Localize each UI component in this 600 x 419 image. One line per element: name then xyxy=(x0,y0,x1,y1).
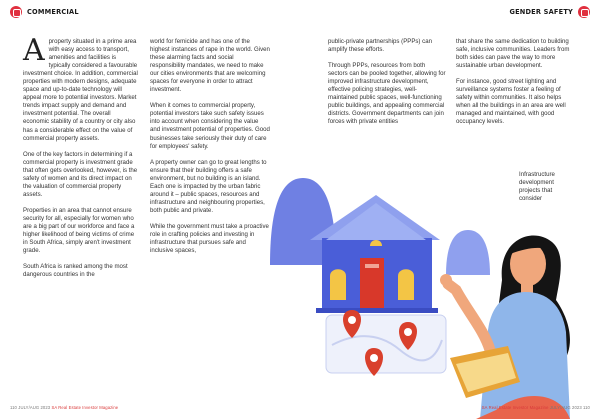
paragraph-text: property situated in a prime area with easy access to transport, amenities and facilities is typically considered a favourable investment choice. In addition, commercial properties with modern designs, adequate space and up-to-date technology will appeal more to potential investors. Market trends impact supply and demand and investment potential. The overall economic stability of a country or city also has a considerable effect on the value of commercial property assets. xyxy=(23,38,138,142)
article-paragraph xyxy=(23,33,138,143)
safety-illustration xyxy=(270,150,600,419)
section-label-gender-safety: GENDER SAFETY xyxy=(509,8,573,16)
issue-date: JULY/AUG 2023 xyxy=(549,405,582,410)
window-icon xyxy=(330,269,346,300)
tree-icon xyxy=(446,230,490,275)
article-column-2 xyxy=(150,38,270,263)
article-paragraph: South Africa is ranked among the most dangerous countries in the xyxy=(23,263,128,279)
magazine-name: SA Real Estate Investor Magazine xyxy=(481,405,549,410)
article-column-4 xyxy=(456,38,574,134)
page-number: 110 xyxy=(10,405,17,410)
article-paragraph: that share the same dedication to building safe, inclusive communities. Leaders from both sides can pave the way to more sustainable urban development. xyxy=(456,38,570,70)
article-paragraph: While the government must take a proactive role in crafting policies and investing in infrastructure that pursues safe and inclusive spaces, xyxy=(150,222,269,255)
article-paragraph: Properties in an area that cannot ensure security for all, especially for women who are a big part of our workforce and face a higher likelihood of being victims of crime in South Africa, simply aren't investment grade. xyxy=(23,206,135,255)
magazine-name: SA Real Estate Investor Magazine xyxy=(51,405,119,410)
issue-date: JULY/AUG 2023 xyxy=(18,405,51,410)
article-paragraph: One of the key factors in determining if a commercial property is investment grade that often gets overlooked, however, is the safety of women and its direct impact on the valuation of commercial property assets. xyxy=(23,150,138,198)
wrapped-line: consider xyxy=(519,195,543,203)
article-column-1 xyxy=(23,33,138,287)
section-header-left xyxy=(10,5,79,19)
wrapped-line: Infrastructure xyxy=(519,171,555,178)
window-icon xyxy=(398,269,414,300)
article-column-3 xyxy=(328,38,446,134)
magazine-logo-icon xyxy=(578,6,590,18)
dropcap-letter: A xyxy=(23,33,45,68)
magazine-logo-icon xyxy=(10,6,22,18)
article-paragraph: world for femicide and has one of the highest instances of rape in the world. Given these alarming facts and social responsibility mandates, we need to make our cities environments that are welcoming spaces for everyone in order to attract investment. xyxy=(150,38,270,94)
wrapped-line: projects that xyxy=(519,187,553,195)
page-number: 110 xyxy=(583,405,590,410)
article-paragraph: For instance, good street lighting and surveillance systems foster a feeling of safety within communities. It also helps when all the buildings in an area are well managed and maintained, with good occupancy levels. xyxy=(456,78,566,126)
article-paragraph: A property owner can go to great lengths to ensure that their building offers a safe environment, but no building is an island. Each one is impacted by the urban fabric around it – public spaces, resources and infrastructure and neighbouring properties, both public and private. xyxy=(150,158,267,214)
article-paragraph: public-private partnerships (PPPs) can amplify these efforts. xyxy=(328,38,432,54)
article-paragraph: When it comes to commercial property, potential investors take such safety issues into account when considering the value and investment potential of properties. Good businesses take seriously their duty of care for employees' safety. xyxy=(150,102,270,150)
section-header-right xyxy=(509,5,590,19)
wrapped-line: development xyxy=(519,179,554,187)
footer-right xyxy=(482,405,590,410)
article-paragraph: Through PPPs, resources from both sectors can be pooled together, allowing for improved infrastructure development, effective policing strategies, well-maintained public spaces, well-functioning public buildings, and appealing commercial districts. Government departments can join forces with private entities xyxy=(328,62,446,126)
section-label-commercial: COMMERCIAL xyxy=(27,8,79,16)
footer-left xyxy=(10,405,118,410)
